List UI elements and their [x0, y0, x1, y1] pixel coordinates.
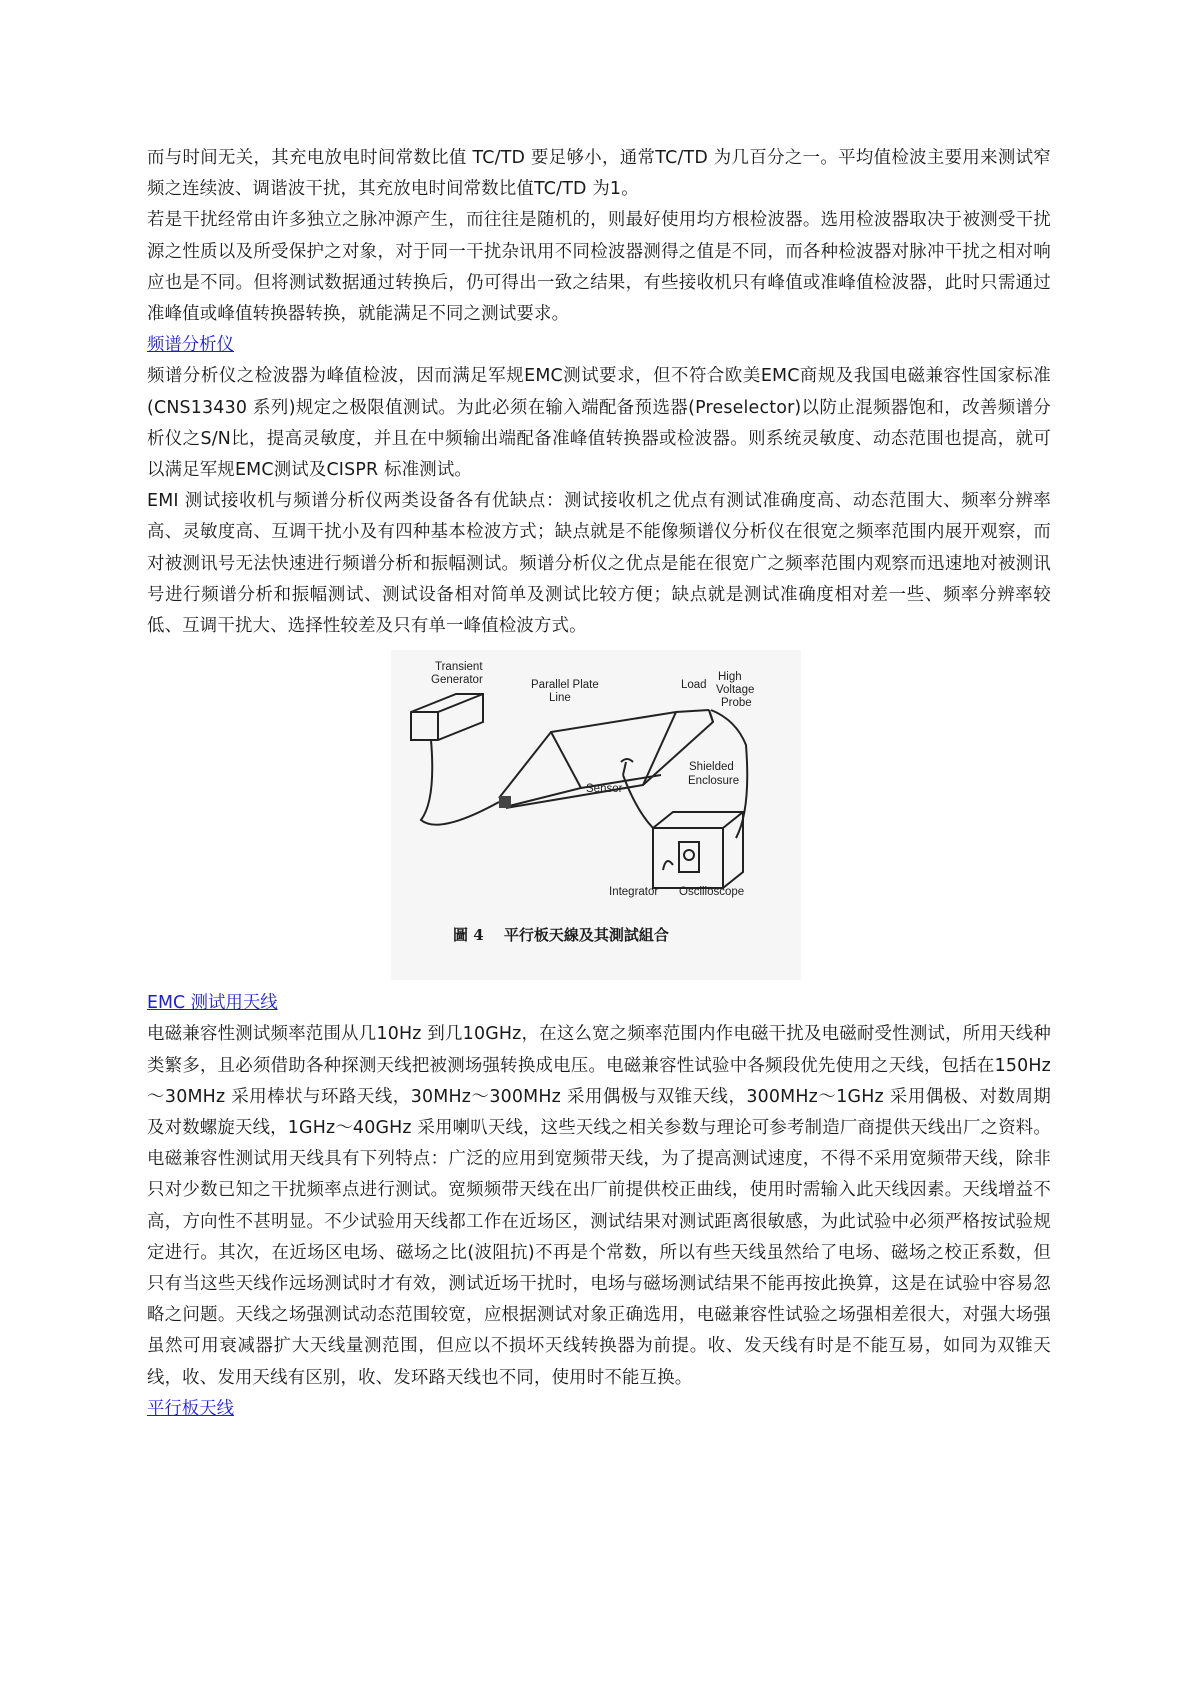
parallel-plate-diagram	[391, 650, 801, 980]
document-page	[147, 143, 1051, 1425]
label-enclosure: Enclosure	[688, 775, 740, 788]
label-shielded: Shielded	[689, 761, 734, 774]
label-oscilloscope: Oscilloscope	[679, 886, 745, 899]
label-transient: Transient	[435, 661, 483, 674]
paragraph-rms-detector: 若是干扰经常由许多独立之脉冲源产生，而往往是随机的，则最好使用均方根检波器。选用检波器取决于被测受干扰源之性质以及所受保护之对象，对于同一干扰杂讯用不同检波器测得之值是不同，而各种检波器对脉冲干扰之相对响应也是不同。但将测试数据通过转换后，仍可得出一致之结果，有些接收机只有峰值或准峰值检波器，此时只需通过准峰值或峰值转换器转换，就能满足不同之测试要求。	[147, 210, 1051, 325]
label-generator: Generator	[431, 674, 483, 687]
label-integrator: Integrator	[609, 886, 659, 899]
link-parallel-plate-antenna[interactable]: 平行板天线	[147, 1398, 234, 1419]
label-load: Load	[681, 679, 707, 692]
figure-caption: 圖 4 平行板天線及其測試組合	[453, 926, 669, 945]
label-sensor: Sensor	[586, 783, 623, 796]
parallel-plate-figure	[391, 650, 801, 980]
paragraph-spectrum-analyzer: 频谱分析仪之检波器为峰值检波，因而满足军规EMC测试要求，但不符合欧美EMC商规及我国电磁兼容性国家标准(CNS13430 系列)规定之极限值测试。为此必须在输入端配备预选器(Preselector)以防止混频器饱和，改善频谱分析仪之S/N比，提高灵敏度，并且在中频输出端配备准峰值转换器或检波器。则系统灵敏度、动态范围也提高，就可以满足军规EMC测试及CISPR 标准测试。	[147, 366, 1051, 481]
paragraph-emc-antenna: 电磁兼容性测试频率范围从几10Hz 到几10GHz，在这么宽之频率范围内作电磁干扰及电磁耐受性测试，所用天线种类繁多，且必须借助各种探测天线把被测场强转换成电压。电磁兼容性试验中各频段优先使用之天线，包括在150Hz～30MHz 采用棒状与环路天线，30MHz～300MHz 采用偶极与双锥天线，300MHz～1GHz 采用偶极、对数周期及对数螺旋天线，1GHz～40GHz 采用喇叭天线，这些天线之相关参数与理论可参考制造厂商提供天线出厂之资料。电磁兼容性测试用天线具有下列特点：广泛的应用到宽频带天线，为了提高测试速度，不得不采用宽频带天线，除非只对少数已知之干扰频率点进行测试。宽频频带天线在出厂前提供校正曲线，使用时需输入此天线因素。天线增益不高，方向性不甚明显。不少试验用天线都工作在近场区，测试结果对测试距离很敏感，为此试验中必须严格按试验规定进行。其次，在近场区电场、磁场之比(波阻抗)不再是个常数，所以有些天线虽然给了电场、磁场之校正系数，但只有当这些天线作远场测试时才有效，测试近场干扰时，电场与磁场测试结果不能再按此换算，这是在试验中容易忽略之问题。天线之场强测试动态范围较宽，应根据测试对象正确选用，电磁兼容性试验之场强相差很大，对强大场强虽然可用衰减器扩大天线量测范围，但应以不损坏天线转换器为前提。收、发天线有时是不能互易，如同为双锥天线，收、发用天线有区别，收、发环路天线也不同，使用时不能互换。	[147, 1024, 1051, 1388]
label-voltage: Voltage	[716, 684, 755, 697]
paragraph-receiver-vs-analyzer: EMI 测试接收机与频谱分析仪两类设备各有优缺点：测试接收机之优点有测试准确度高、动态范围大、频率分辨率高、灵敏度高、互调干扰小及有四种基本检波方式；缺点就是不能像频谱仪分析仪在很宽之频率范围内展开观察，而对被测讯号无法快速进行频谱分析和振幅测试。频谱分析仪之优点是能在很宽广之频率范围内观察而迅速地对被测讯号进行频谱分析和振幅测试、测试设备相对简单及测试比较方便；缺点就是测试准确度相对差一些、频率分辨率较低、互调干扰大、选择性较差及只有单一峰值检波方式。	[147, 491, 1051, 637]
link-spectrum-analyzer[interactable]: 频谱分析仪	[147, 335, 234, 356]
link-emc-antenna[interactable]: EMC 测试用天线	[147, 993, 278, 1014]
generator-connector	[499, 796, 511, 808]
label-parallel-plate: Parallel Plate	[531, 679, 599, 692]
label-high: High	[718, 671, 742, 684]
paragraph-detector-time-constant: 而与时间无关，其充电放电时间常数比值 TC/TD 要足够小，通常TC/TD 为几百分之一。平均值检波主要用来测试窄频之连续波、调谐波干扰，其充放电时间常数比值TC/TD 为1。	[147, 148, 1051, 200]
label-line: Line	[549, 692, 571, 705]
label-probe: Probe	[721, 697, 752, 710]
